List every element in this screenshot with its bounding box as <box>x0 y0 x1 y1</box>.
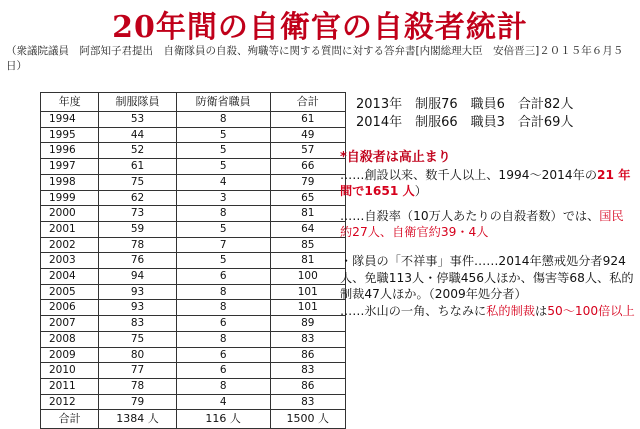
cell-year: 2006 <box>41 300 99 316</box>
cell-total: 100 <box>270 269 345 285</box>
cell-uniformed: 62 <box>99 190 177 206</box>
summary-2013: 2013年 制服76 職員6 合計82人 <box>356 97 574 112</box>
cell-year: 1999 <box>41 190 99 206</box>
cell-year: 1995 <box>41 127 99 143</box>
total-uniformed: 1384 人 <box>99 410 177 429</box>
cell-uniformed: 44 <box>99 127 177 143</box>
cell-total: 49 <box>270 127 345 143</box>
notes-panel <box>340 150 635 319</box>
cell-uniformed: 53 <box>99 112 177 128</box>
cell-year: 2005 <box>41 284 99 300</box>
source-citation: （衆議院議員 阿部知子君提出 自衛隊員の自殺、殉職等に関する質問に対する答弁書[内閣総理大臣 安倍晋三]２０１５年６月５日） <box>6 45 624 72</box>
note-suicide-rate <box>340 208 635 241</box>
cell-ministry-staff: 3 <box>176 190 270 206</box>
table-row <box>41 363 346 379</box>
cell-year: 2010 <box>41 363 99 379</box>
cell-ministry-staff: 5 <box>176 253 270 269</box>
cell-year: 2003 <box>41 253 99 269</box>
cell-uniformed: 93 <box>99 284 177 300</box>
cell-uniformed: 80 <box>99 347 177 363</box>
table-row <box>41 284 346 300</box>
cell-uniformed: 52 <box>99 143 177 159</box>
notes-heading: *自殺者は高止まり <box>340 150 451 165</box>
table-row <box>41 221 346 237</box>
table-header-row <box>41 93 346 112</box>
table-row <box>41 174 346 190</box>
cell-ministry-staff: 6 <box>176 347 270 363</box>
table-row <box>41 112 346 128</box>
cell-ministry-staff: 6 <box>176 269 270 285</box>
cell-uniformed: 79 <box>99 394 177 410</box>
cell-total: 79 <box>270 174 345 190</box>
cell-ministry-staff: 5 <box>176 159 270 175</box>
table-row <box>41 269 346 285</box>
cell-year: 1998 <box>41 174 99 190</box>
cell-total: 81 <box>270 253 345 269</box>
total-ministry-staff: 116 人 <box>176 410 270 429</box>
summary-2014: 2014年 制服66 職員3 合計69人 <box>356 115 574 130</box>
table-row <box>41 206 346 222</box>
cell-ministry-staff: 4 <box>176 174 270 190</box>
header-year: 年度 <box>41 93 99 112</box>
table-row <box>41 316 346 332</box>
cell-year: 2007 <box>41 316 99 332</box>
header-total: 合計 <box>270 93 345 112</box>
table-row <box>41 300 346 316</box>
cell-uniformed: 73 <box>99 206 177 222</box>
cell-ministry-staff: 7 <box>176 237 270 253</box>
table-row <box>41 347 346 363</box>
cell-uniformed: 93 <box>99 300 177 316</box>
cell-ministry-staff: 8 <box>176 331 270 347</box>
total-all: 1500 人 <box>270 410 345 429</box>
total-label: 合計 <box>41 410 99 429</box>
cell-year: 1996 <box>41 143 99 159</box>
cell-uniformed: 59 <box>99 221 177 237</box>
cell-year: 2001 <box>41 221 99 237</box>
page-title: 20年間の自衛官の自殺者統計 <box>112 10 528 45</box>
cell-uniformed: 94 <box>99 269 177 285</box>
cell-ministry-staff: 5 <box>176 221 270 237</box>
note-iceberg-text-2: は <box>535 303 548 318</box>
cell-total: 57 <box>270 143 345 159</box>
table-row <box>41 127 346 143</box>
cell-ministry-staff: 8 <box>176 112 270 128</box>
cell-total: 61 <box>270 112 345 128</box>
cell-uniformed: 77 <box>99 363 177 379</box>
cell-total: 83 <box>270 331 345 347</box>
table-row <box>41 237 346 253</box>
cell-total: 66 <box>270 159 345 175</box>
cell-ministry-staff: 4 <box>176 394 270 410</box>
cell-ministry-staff: 8 <box>176 284 270 300</box>
header-uniformed: 制服隊員 <box>99 93 177 112</box>
note-21-years-highlight: 21 年間で1651 人 <box>340 167 631 199</box>
cell-uniformed: 78 <box>99 237 177 253</box>
cell-total: 83 <box>270 363 345 379</box>
table-row <box>41 331 346 347</box>
note-21-years-text: ……創設以来、数千人以上、1994～2014年の <box>340 167 598 182</box>
cell-total: 85 <box>270 237 345 253</box>
cell-year: 2002 <box>41 237 99 253</box>
note-misconduct: ・隊員の「不祥事」事件……2014年懲戒処分者924人、免職113人・停職456人ほか、傷害等68人、私的制裁47人ほか。（2009年処分者） <box>340 253 634 302</box>
cell-ministry-staff: 6 <box>176 316 270 332</box>
note-iceberg-highlight-2: 50～100倍以上 <box>547 303 635 318</box>
note-tip-of-iceberg <box>340 303 635 320</box>
cell-ministry-staff: 8 <box>176 206 270 222</box>
suicide-stats-table <box>40 92 346 429</box>
note-21-years-close: ） <box>414 184 427 199</box>
cell-total: 89 <box>270 316 345 332</box>
note-suicide-rate-text: ……自殺率（10万人あたりの自殺者数）では、 <box>340 208 600 223</box>
table-row <box>41 190 346 206</box>
table-row <box>41 253 346 269</box>
cell-year: 1997 <box>41 159 99 175</box>
table-row <box>41 378 346 394</box>
table-row <box>41 143 346 159</box>
cell-total: 64 <box>270 221 345 237</box>
cell-ministry-staff: 8 <box>176 378 270 394</box>
cell-total: 101 <box>270 284 345 300</box>
cell-uniformed: 83 <box>99 316 177 332</box>
cell-total: 86 <box>270 347 345 363</box>
note-21-years <box>340 167 635 200</box>
recent-years-summary <box>356 96 573 132</box>
cell-total: 81 <box>270 206 345 222</box>
cell-total: 101 <box>270 300 345 316</box>
cell-ministry-staff: 5 <box>176 143 270 159</box>
cell-ministry-staff: 6 <box>176 363 270 379</box>
cell-year: 1994 <box>41 112 99 128</box>
cell-uniformed: 78 <box>99 378 177 394</box>
cell-total: 86 <box>270 378 345 394</box>
cell-total: 83 <box>270 394 345 410</box>
note-iceberg-text: ……氷山の一角、ちなみに <box>340 303 487 318</box>
table-row <box>41 159 346 175</box>
cell-year: 2012 <box>41 394 99 410</box>
table-total-row <box>41 410 346 429</box>
cell-year: 2011 <box>41 378 99 394</box>
cell-uniformed: 75 <box>99 331 177 347</box>
cell-uniformed: 75 <box>99 174 177 190</box>
note-suicide-rate-highlight: 国民約27人、自衛官約39・4人 <box>340 208 624 240</box>
cell-uniformed: 61 <box>99 159 177 175</box>
cell-year: 2000 <box>41 206 99 222</box>
cell-year: 2009 <box>41 347 99 363</box>
cell-year: 2008 <box>41 331 99 347</box>
cell-ministry-staff: 8 <box>176 300 270 316</box>
cell-ministry-staff: 5 <box>176 127 270 143</box>
cell-total: 65 <box>270 190 345 206</box>
table-row <box>41 394 346 410</box>
header-ministry-staff: 防衛省職員 <box>176 93 270 112</box>
note-iceberg-highlight-1: 私的制裁 <box>486 303 535 318</box>
cell-uniformed: 76 <box>99 253 177 269</box>
cell-year: 2004 <box>41 269 99 285</box>
